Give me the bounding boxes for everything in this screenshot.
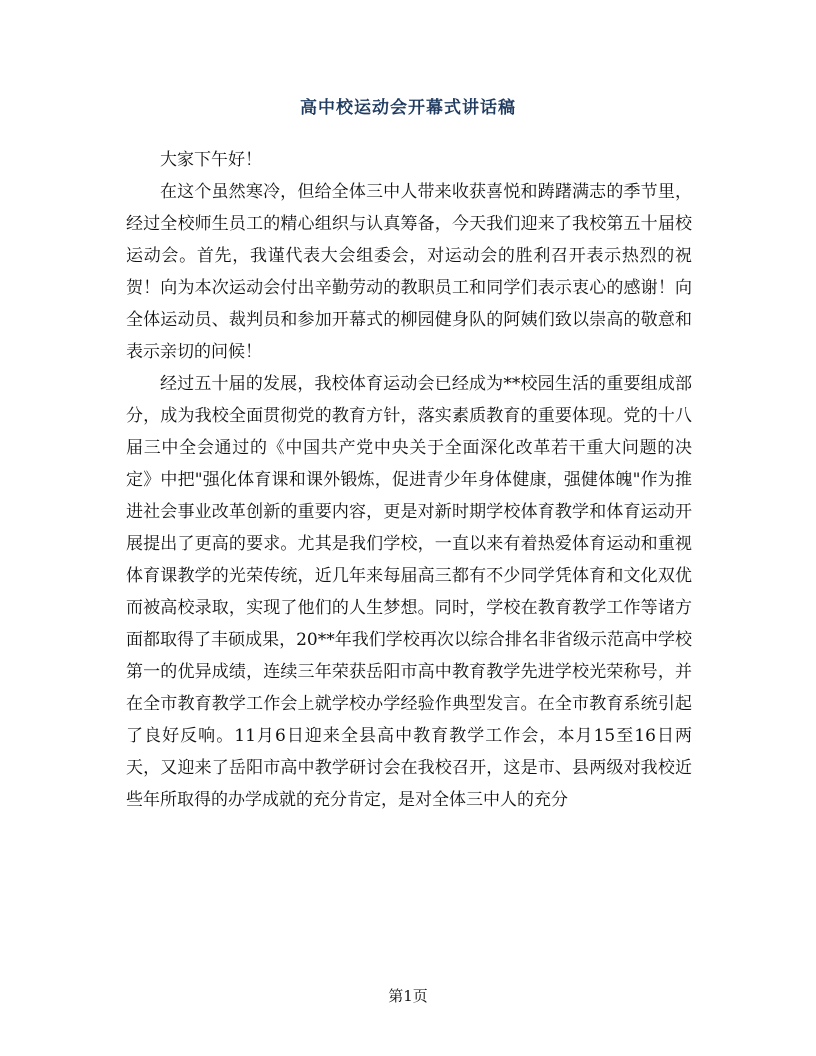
document-title: 高中校运动会开幕式讲话稿 xyxy=(300,98,516,118)
paragraph-development: 经过五十届的发展，我校体育运动会已经成为**校园生活的重要组成部分，成为我校全面贯彻党的教育方针，落实素质教育的重要体现。党的十八届三中全会通过的《中国共产党中央关于全面深化改革若干重大问题的决定》中把"强化体育课和课外锻炼，促进青少年身体健康，强健体魄"作为推进社会事业改革创新的重要内容，更是对新时期学校体育教学和体育运动开展提出了更高的要求。尤其是我们学校，一直以来有着热爱体育运动和重视体育课教学的光荣传统，近几年来每届高三都有不少同学凭体育和文化双优而被高校录取，实现了他们的人生梦想。同时，学校在教育教学工作等诸方面都取得了丰硕成果，20**年我们学校再次以综合排名非省级示范高中学校第一的优异成绩，连续三年荣获岳阳市高中教育教学先进学校光荣称号，并在全市教育教学工作会上就学校办学经验作典型发言。在全市教育系统引起了良好反响。11月6日迎来全县高中教育教学工作会，本月15至16日两天，又迎来了岳阳市高中教学研讨会在我校召开，这是市、县两级对我校近些年所取得的办学成就的充分肯定，是对全体三中人的充分 xyxy=(126,374,692,810)
page-number: 第1页 xyxy=(388,987,428,1005)
document-body xyxy=(126,144,692,816)
paragraph-opening: 在这个虽然寒冷，但给全体三中人带来收获喜悦和踌躇满志的季节里，经过全校师生员工的精心组织与认真筹备，今天我们迎来了我校第五十届校运动会。首先，我谨代表大会组委会，对运动会的胜利召开表示热烈的祝贺！向为本次运动会付出辛勤劳动的教职员工和同学们表示衷心的感谢！向全体运动员、裁判员和参加开幕式的柳园健身队的阿姨们致以崇高的敬意和表示亲切的问候！ xyxy=(126,182,692,362)
paragraph-greeting: 大家下午好！ xyxy=(160,150,262,170)
